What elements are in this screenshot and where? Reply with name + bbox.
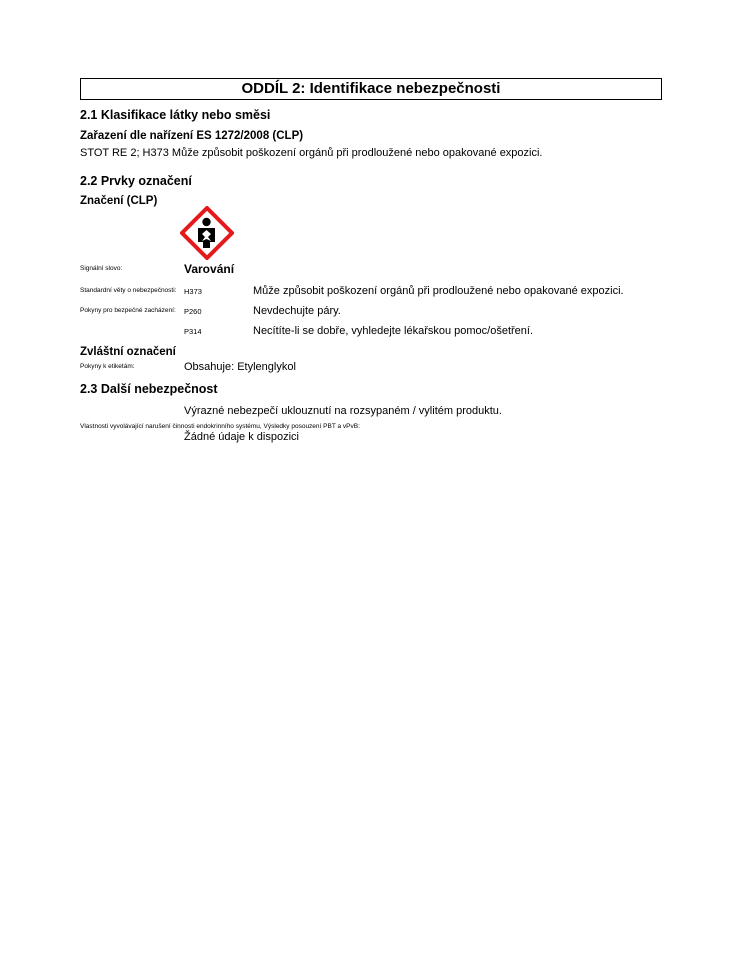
label-instructions-label: Pokyny k etiketám: — [80, 363, 135, 370]
precautionary-statements-label: Pokyny pro bezpečné zacházení: — [80, 307, 176, 314]
section-2-2-heading: 2.2 Prvky označení — [80, 174, 192, 188]
section-title: ODDÍL 2: Identifikace nebezpečnosti — [80, 78, 662, 100]
endocrine-pbt-label: Vlastnosti vyvolávající narušení činnosti endokrinního systému, Výsledky posouzení PBT a vPvB: — [80, 423, 360, 430]
section-2-3-heading: 2.3 Další nebezpečnost — [80, 382, 218, 396]
precaution-text: Necítíte-li se dobře, vyhledejte lékařskou pomoc/ošetření. — [253, 325, 534, 337]
precaution-text: Nevdechujte páry. — [253, 305, 341, 317]
section-2-1-heading: 2.1 Klasifikace látky nebo směsi — [80, 108, 271, 122]
special-labelling-heading: Zvláštní označení — [80, 346, 176, 358]
clp-classification-heading: Zařazení dle nařízení ES 1272/2008 (CLP) — [80, 130, 304, 142]
hazard-code: H373 — [184, 287, 202, 296]
endocrine-pbt-text: Žádné údaje k dispozici — [184, 431, 299, 443]
precaution-code: P314 — [184, 327, 202, 336]
contains-text: Obsahuje: Etylenglykol — [184, 361, 296, 373]
classification-text: STOT RE 2; H373 Může způsobit poškození orgánů při prodloužené nebo opakované expozici. — [80, 147, 543, 159]
ghs08-health-hazard-icon — [180, 206, 234, 260]
signal-word: Varování — [184, 262, 235, 276]
hazard-text: Může způsobit poškození orgánů při prodloužené nebo opakované expozici. — [253, 285, 624, 297]
other-hazard-text: Výrazné nebezpečí uklouznutí na rozsypaném / vylitém produktu. — [184, 405, 502, 417]
clp-labelling-heading: Značení (CLP) — [80, 195, 158, 207]
hazard-statements-label: Standardní věty o nebezpečnosti: — [80, 287, 177, 294]
precaution-code: P260 — [184, 307, 202, 316]
signal-word-label: Signální slovo: — [80, 265, 123, 272]
